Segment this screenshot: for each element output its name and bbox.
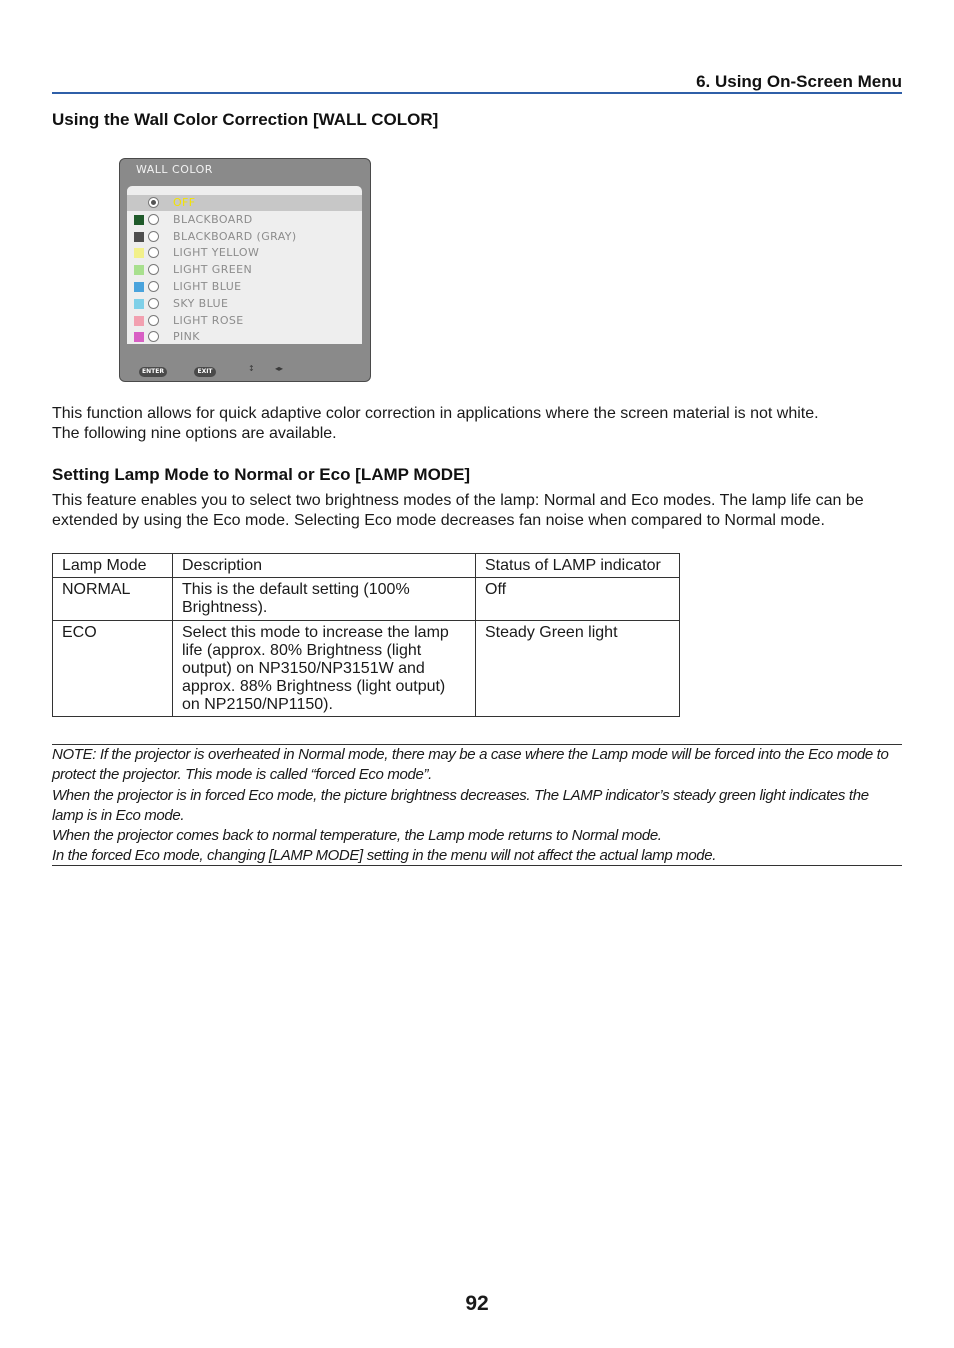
note-box xyxy=(52,744,902,866)
option-label: LIGHT YELLOW xyxy=(173,246,260,260)
chapter-title: 6. Using On-Screen Menu xyxy=(696,72,902,91)
left-right-arrow-icon: ◂▸ xyxy=(275,364,284,373)
wall-color-option[interactable] xyxy=(127,329,362,345)
radio-button-icon[interactable] xyxy=(148,281,159,292)
radio-button-icon[interactable] xyxy=(148,197,159,208)
wall-color-paragraph-2: The following nine options are available. xyxy=(52,425,337,442)
option-label: LIGHT ROSE xyxy=(173,313,244,327)
osd-footer xyxy=(120,359,370,381)
option-label: BLACKBOARD (GRAY) xyxy=(173,229,297,243)
option-label: LIGHT GREEN xyxy=(173,263,253,277)
radio-button-icon[interactable] xyxy=(148,264,159,275)
option-label: PINK xyxy=(173,330,200,344)
exit-button[interactable]: EXIT xyxy=(194,367,216,377)
table-row xyxy=(53,621,680,717)
option-label: SKY BLUE xyxy=(173,296,229,310)
wall-color-option[interactable] xyxy=(127,229,362,245)
wall-color-description xyxy=(52,404,904,444)
table-cell: Off xyxy=(476,578,680,621)
color-swatch-icon xyxy=(134,282,144,292)
color-swatch-icon xyxy=(134,232,144,242)
table-cell: Steady Green light xyxy=(476,621,680,717)
table-row xyxy=(53,578,680,621)
option-label: BLACKBOARD xyxy=(173,212,253,226)
up-down-arrow-icon: ↕ xyxy=(248,364,255,373)
option-label: OFF xyxy=(173,196,196,209)
table-cell: ECO xyxy=(53,621,173,717)
note-line: In the forced Eco mode, changing [LAMP MODE] setting in the menu will not affect the actual lamp mode. xyxy=(52,847,717,865)
color-swatch-icon xyxy=(134,299,144,309)
wall-color-paragraph-1: This function allows for quick adaptive color correction in applications where the screen material is not white. xyxy=(52,405,819,422)
wall-color-option[interactable] xyxy=(127,296,362,312)
wall-color-option[interactable] xyxy=(127,212,362,228)
wall-color-option[interactable] xyxy=(127,279,362,295)
osd-title: WALL COLOR xyxy=(136,163,213,176)
color-swatch-icon xyxy=(134,316,144,326)
note-line: When the projector is in forced Eco mode, the picture brightness decreases. The LAMP indicator’s steady green light indicates the lamp is in Eco mode. xyxy=(52,786,869,824)
table-header-row xyxy=(53,554,680,578)
wall-color-option[interactable] xyxy=(127,262,362,278)
wall-color-option[interactable] xyxy=(127,313,362,329)
option-label: LIGHT BLUE xyxy=(173,280,242,293)
wall-color-option[interactable] xyxy=(127,245,362,261)
lamp-mode-table xyxy=(52,553,680,717)
radio-button-icon[interactable] xyxy=(148,298,159,309)
table-cell: NORMAL xyxy=(53,578,173,621)
chapter-header xyxy=(52,70,902,94)
radio-button-icon[interactable] xyxy=(148,214,159,225)
radio-button-icon[interactable] xyxy=(148,315,159,326)
radio-button-icon[interactable] xyxy=(148,231,159,242)
table-header-cell: Description xyxy=(173,554,476,578)
lamp-mode-heading: Setting Lamp Mode to Normal or Eco [LAMP MODE] xyxy=(52,465,471,484)
radio-button-icon[interactable] xyxy=(148,331,159,342)
table-header-cell: Status of LAMP indicator xyxy=(476,554,680,578)
color-swatch-icon xyxy=(134,332,144,342)
wall-color-heading: Using the Wall Color Correction [WALL COLOR] xyxy=(52,110,439,129)
enter-button[interactable]: ENTER xyxy=(139,367,167,377)
table-cell: This is the default setting (100% Brightness). xyxy=(173,578,476,621)
wall-color-osd-menu xyxy=(119,158,371,382)
color-swatch-icon xyxy=(134,265,144,275)
note-line: When the projector comes back to normal temperature, the Lamp mode returns to Normal mode. xyxy=(52,827,662,845)
page-number: 92 xyxy=(465,1292,489,1315)
radio-button-icon[interactable] xyxy=(148,247,159,258)
lamp-mode-paragraph: This feature enables you to select two brightness modes of the lamp: Normal and Eco modes. The lamp life can be extended by using the Eco mode. Selecting Eco mode decreases fan noise when compared to Normal mode. xyxy=(52,492,864,529)
osd-options-panel xyxy=(127,186,362,344)
table-cell: Select this mode to increase the lamp life (approx. 80% Brightness (light output) on NP3150/NP3151W and approx. 88% Brightness (light output) on NP2150/NP1150). xyxy=(173,621,476,717)
table-header-cell: Lamp Mode xyxy=(53,554,173,578)
color-swatch-icon xyxy=(134,215,144,225)
wall-color-option[interactable] xyxy=(127,195,362,211)
note-line: NOTE: If the projector is overheated in Normal mode, there may be a case where the Lamp mode will be forced into the Eco mode to protect the projector. This mode is called “forced Eco mode”. xyxy=(52,746,889,784)
color-swatch-icon xyxy=(134,248,144,258)
